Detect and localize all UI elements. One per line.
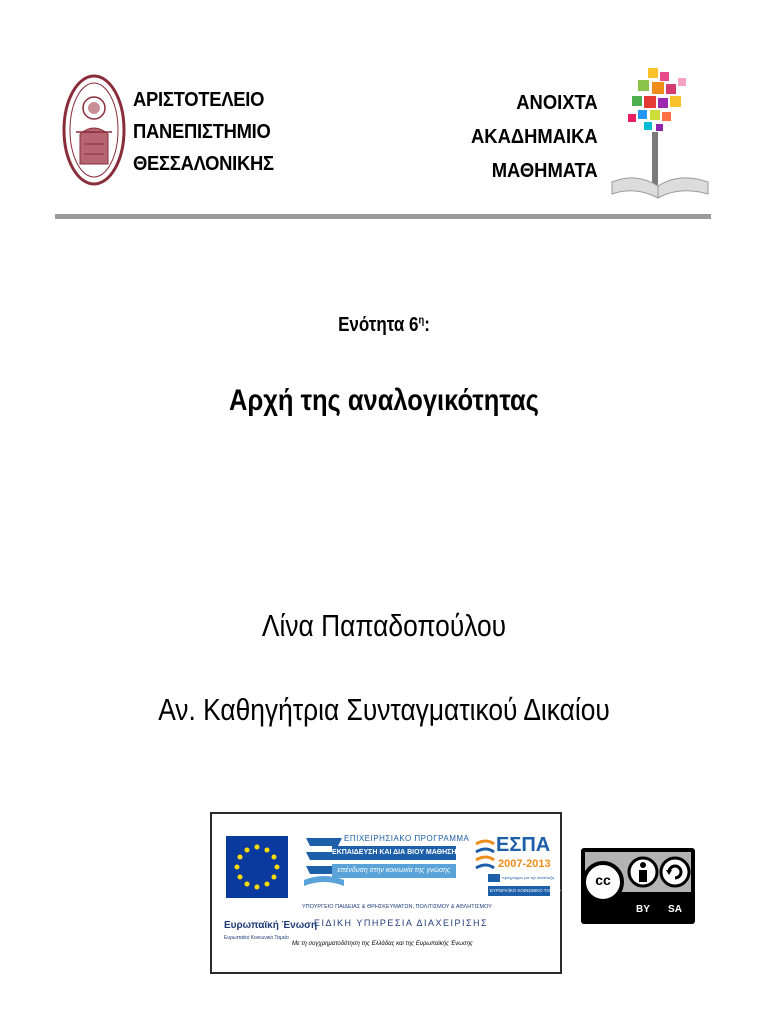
university-name-line-3: ΘΕΣΣΑΛΟΝΙΚΗΣ bbox=[133, 153, 274, 175]
author-role: Αν. Καθηγήτρια Συνταγματικού Δικαίου bbox=[158, 692, 610, 727]
ministry-label: ΥΠΟΥΡΓΕΙΟ ΠΑΙΔΕΙΑΣ & ΘΡΗΣΚΕΥΜΑΤΩΝ, ΠΟΛΙΤΙΣΜΟΥ & ΑΘΛΗΤΙΣΜΟΥ bbox=[302, 904, 492, 910]
espa-logo bbox=[474, 830, 561, 920]
university-name-line-1: ΑΡΙΣΤΟΤΕΛΕΙΟ bbox=[133, 89, 265, 111]
program-slogan: επένδυση στην κοινωνία της γνώσης bbox=[332, 864, 456, 878]
by-label: BY bbox=[636, 904, 650, 915]
education-program-logo bbox=[302, 832, 346, 890]
espa-fund-label: ΕΥΡΩΠΑΪΚΟ ΚΟΙΝΩΝΙΚΟ ΤΑΜΕΙΟ bbox=[490, 888, 561, 893]
header-divider bbox=[55, 214, 711, 219]
unit-label-text: Ενότητα 6 bbox=[338, 314, 419, 336]
espa-years: 2007-2013 bbox=[498, 858, 551, 870]
cc-by-sa-license-badge[interactable] bbox=[581, 848, 695, 924]
open-courses-line-1: ΑΝΟΙΧΤΑ bbox=[516, 92, 598, 114]
cofunding-statement: Με τη συγχρηματοδότηση της Ελλάδας και της Ευρωπαϊκής Ένωσης bbox=[292, 941, 473, 947]
author-name: Λίνα Παπαδοπούλου bbox=[261, 608, 507, 643]
eu-label: Ευρωπαϊκή Ένωση bbox=[224, 920, 318, 931]
eu-flag-icon bbox=[226, 836, 288, 898]
university-name bbox=[133, 84, 274, 180]
eu-fund-label: Ευρωπαϊκό Κοινωνικό Ταμείο bbox=[224, 935, 289, 941]
program-name: ΕΚΠΑΙΔΕΥΣΗ ΚΑΙ ΔΙΑ ΒΙΟΥ ΜΑΘΗΣΗ bbox=[332, 846, 456, 860]
open-courses-line-2: ΑΚΑΔΗΜΑΙΚΑ bbox=[471, 126, 598, 148]
unit-label-colon: : bbox=[424, 314, 430, 336]
lecture-title: Αρχή της αναλογικότητας bbox=[229, 384, 539, 417]
cc-icon: cc bbox=[595, 872, 611, 888]
open-courses-name bbox=[471, 86, 598, 188]
sa-label: SA bbox=[668, 904, 682, 915]
management-agency-label: ΕΙΔΙΚΗ ΥΠΗΡΕΣΙΑ ΔΙΑΧΕΙΡΙΣΗΣ bbox=[314, 918, 489, 928]
university-seal-logo bbox=[62, 74, 126, 186]
funding-logos-box bbox=[210, 812, 562, 974]
university-name-line-2: ΠΑΝΕΠΙΣΤΗΜΙΟ bbox=[133, 121, 271, 143]
espa-title: ΕΣΠΑ bbox=[496, 834, 551, 856]
unit-label bbox=[58, 314, 711, 337]
unit-label-ordinal: η bbox=[418, 314, 425, 327]
open-courses-tree-book-logo bbox=[608, 64, 712, 206]
program-heading: ΕΠΙΧΕΙΡΗΣΙΑΚΟ ΠΡΟΓΡΑΜΜΑ bbox=[344, 834, 470, 843]
espa-slogan: πρόγραμμα για την ανάπτυξη bbox=[502, 875, 555, 880]
open-courses-line-3: ΜΑΘΗΜΑΤΑ bbox=[492, 160, 598, 182]
